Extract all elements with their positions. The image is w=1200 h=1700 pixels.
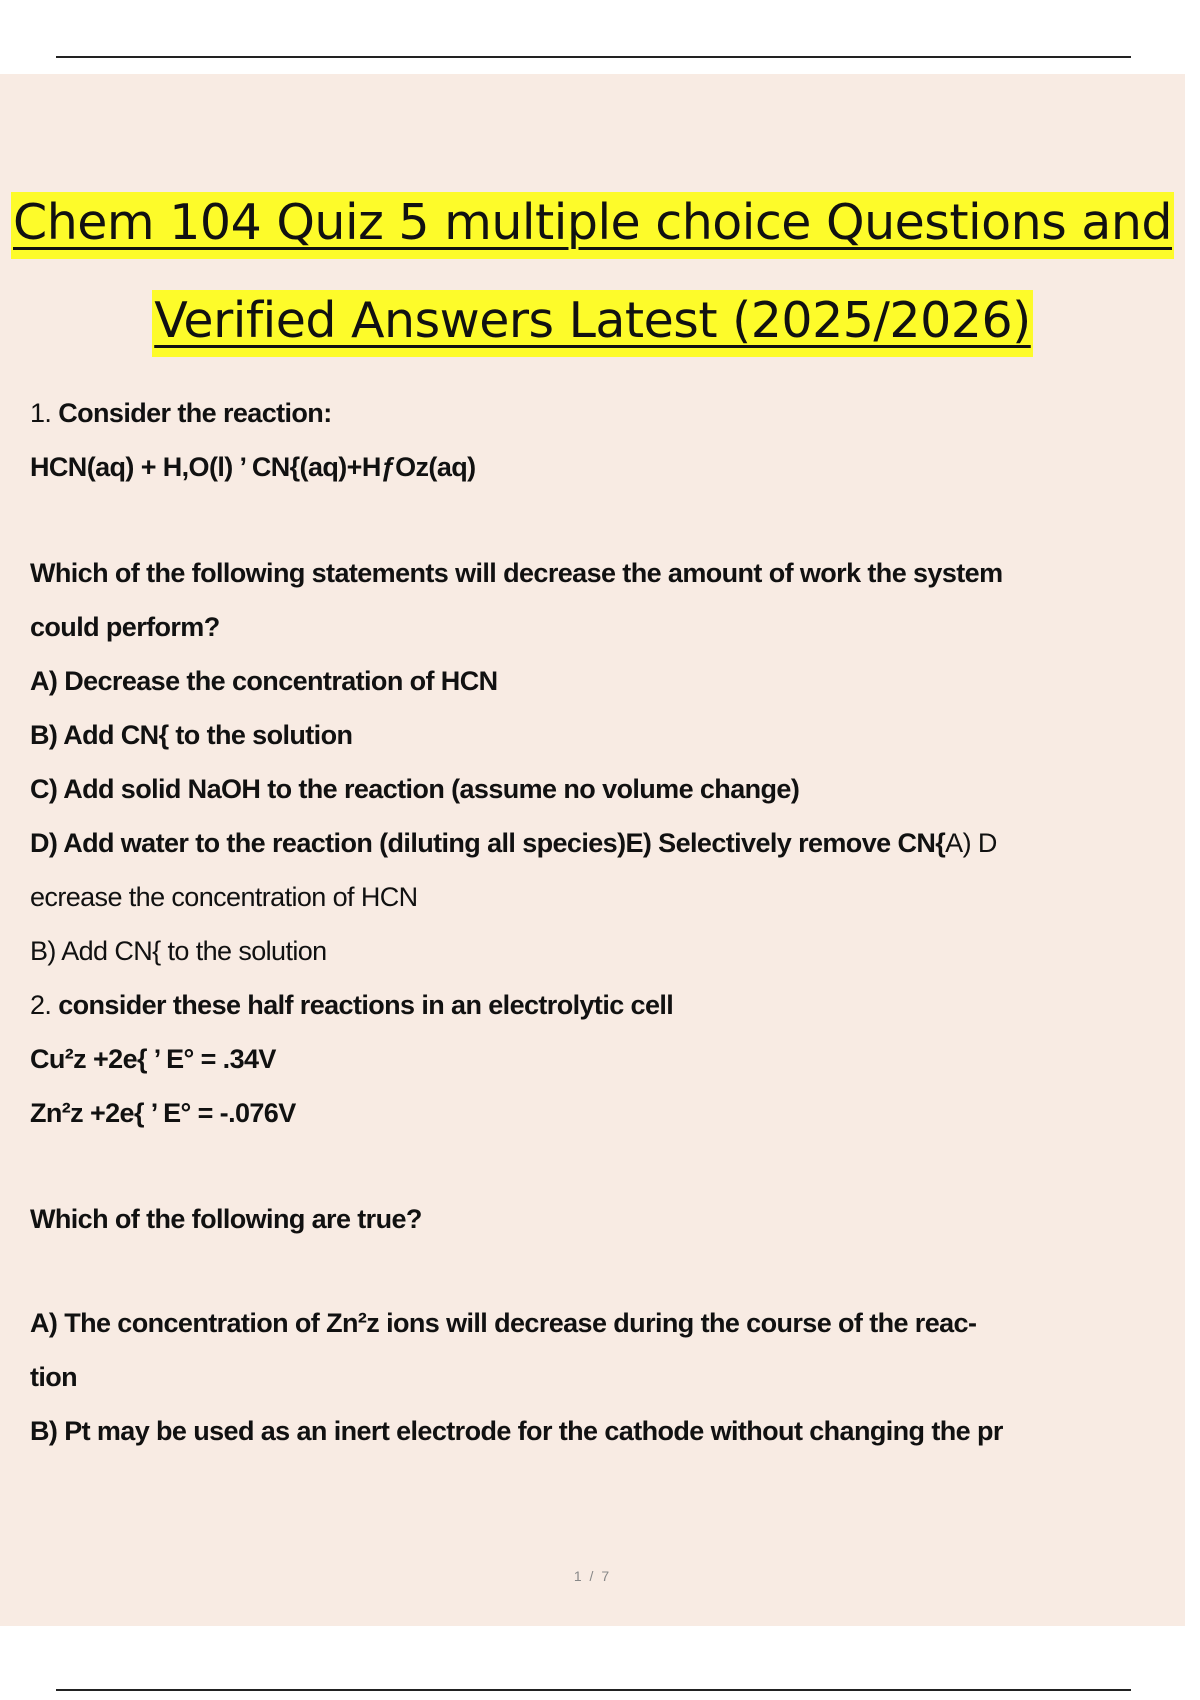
question-2-text: Which of the following are true? <box>30 1204 422 1234</box>
question-2-half-reaction-1: Cu²z +2e{ ’ E° = .34V <box>30 1044 276 1074</box>
question-2-option-a-line-2: tion <box>30 1362 78 1392</box>
question-1-option-b: B) Add CN{ to the solution <box>30 720 353 750</box>
question-1-text-line-1: Which of the following statements will decrease the amount of work the system <box>30 558 1003 588</box>
spacer <box>30 1246 1170 1296</box>
question-2-prompt: consider these half reactions in an electrolytic cell <box>58 990 674 1020</box>
question-1-heading <box>30 386 1170 440</box>
footer-rule <box>56 1689 1131 1691</box>
question-1-answer-start: A) D <box>945 828 997 858</box>
spacer <box>30 494 1170 546</box>
question-1-option-a: A) Decrease the concentration of HCN <box>30 666 498 696</box>
question-2-option-b: B) Pt may be used as an inert electrode for the cathode without changing the pr <box>30 1416 1003 1446</box>
question-1-equation: HCN(aq) + H,O(l) ’ CN{(aq)+HƒOz(aq) <box>30 452 476 482</box>
question-1-answer-line-1: ecrease the concentration of HCN <box>30 882 418 912</box>
question-2-heading <box>30 978 1170 1032</box>
question-1-option-d-e-text: D) Add water to the reaction (diluting all species)E) Selectively remove CN{ <box>30 828 946 858</box>
question-1-answer-line-2: B) Add CN{ to the solution <box>30 936 327 966</box>
question-1-prompt: Consider the reaction: <box>58 398 332 428</box>
document-title-line-1: Chem 104 Quiz 5 multiple choice Questions and <box>0 198 1185 247</box>
question-2-option-a-line-1: A) The concentration of Zn²z ions will decrease during the course of the reac- <box>30 1308 977 1338</box>
question-1-option-d-e <box>30 816 1170 870</box>
question-1-number: 1. <box>30 398 52 428</box>
document-title-line-2: Verified Answers Latest (2025/2026) <box>0 296 1185 345</box>
question-1-option-c: C) Add solid NaOH to the reaction (assume no volume change) <box>30 774 800 804</box>
question-1-text-line-2: could perform? <box>30 612 220 642</box>
question-2-half-reaction-2: Zn²z +2e{ ’ E° = -.076V <box>30 1098 296 1128</box>
spacer <box>30 1140 1170 1192</box>
header-rule <box>56 56 1131 58</box>
question-2-number: 2. <box>30 990 52 1020</box>
document-body <box>30 386 1170 1458</box>
page-indicator: 1 / 7 <box>573 1568 612 1584</box>
